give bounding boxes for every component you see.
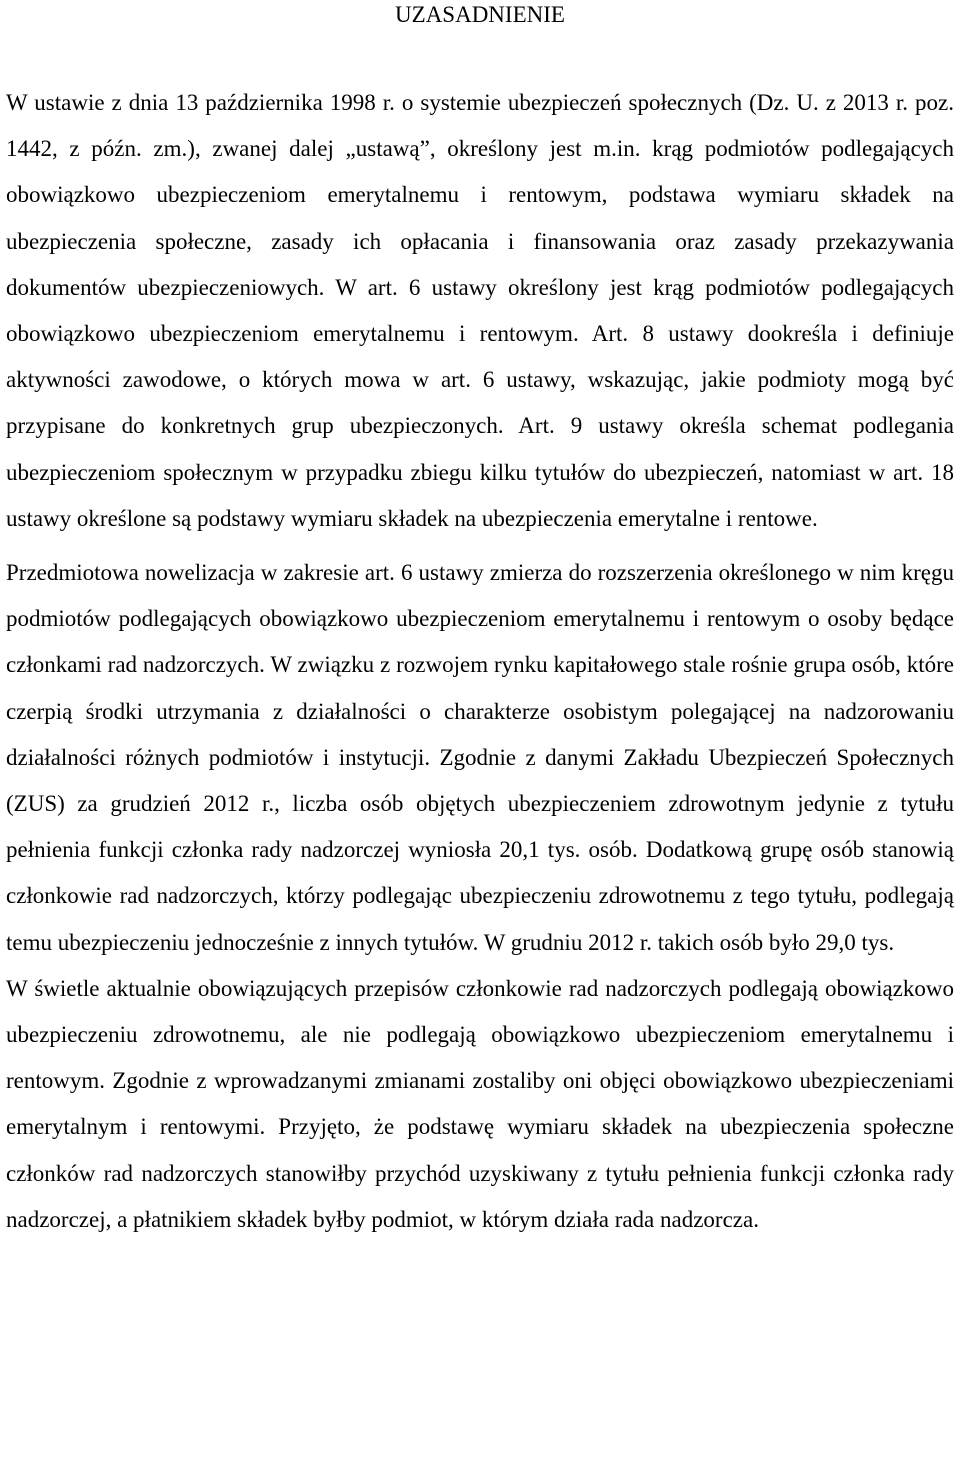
paragraph-3: W świetle aktualnie obowiązujących przepisów członkowie rad nadzorczych podlegają obowiązkowo ubezpieczeniu zdrowotnemu, ale nie podlegają obowiązkowo ubezpieczeniom emerytalnemu i rentowym. Zgodnie z wprowadzanymi zmianami zostaliby oni objęci obowiązkowo ubezpieczeniami emerytalnym i rentowymi. Przyjęto, że podstawę wymiaru składek na ubezpieczenia społeczne członków rad nadzorczych stanowiłby przychód uzyskiwany z tytułu pełnienia funkcji członka rady nadzorczej, a płatnikiem składek byłby podmiot, w którym działa rada nadzorcza. <box>6 975 954 1232</box>
paragraph-1: W ustawie z dnia 13 października 1998 r. o systemie ubezpieczeń społecznych (Dz. U. z 2013 r. poz. 1442, z późn. zm.), zwanej dalej „ustawą”, określony jest m.in. krąg podmiotów podlegających obowiązkowo ubezpieczeniom emerytalnemu i rentowym, podstawa wymiaru składek na ubezpieczenia społeczne, zasady ich opłacania i finansowania oraz zasady przekazywania dokumentów ubezpieczeniowych. W art. 6 ustawy określony jest krąg podmiotów podlegających obowiązkowo ubezpieczeniom emerytalnemu i rentowym. Art. 8 ustawy dookreśla i definiuje aktywności zawodowe, o których mowa w art. 6 ustawy, wskazując, jakie podmioty mogą być przypisane do konkretnych grup ubezpieczonych. Art. 9 ustawy określa schemat podlegania ubezpieczeniom społecznym w przypadku zbiegu kilku tytułów do ubezpieczeń, natomiast w art. 18 ustawy określone są podstawy wymiaru składek na ubezpieczenia emerytalne i rentowe. <box>6 90 954 531</box>
document-title: UZASADNIENIE <box>395 2 565 27</box>
paragraph-2: Przedmiotowa nowelizacja w zakresie art. 6 ustawy zmierza do rozszerzenia określonego w nim kręgu podmiotów podlegających obowiązkowo ubezpieczeniom emerytalnemu i rentowym o osoby będące członkami rad nadzorczych. W związku z rozwojem rynku kapitałowego stale rośnie grupa osób, które czerpią środki utrzymania z działalności o charakterze osobistym polegającej na nadzorowaniu działalności różnych podmiotów i instytucji. Zgodnie z danymi Zakładu Ubezpieczeń Społecznych (ZUS) za grudzień 2012 r., liczba osób objętych ubezpieczeniem zdrowotnym jedynie z tytułu pełnienia funkcji członka rady nadzorczej wyniosła 20,1 tys. osób. Dodatkową grupę osób stanowią członkowie rad nadzorczych, którzy podlegając ubezpieczeniu zdrowotnemu z tego tytułu, podlegają temu ubezpieczeniu jednocześnie z innych tytułów. W grudniu 2012 r. takich osób było 29,0 tys. <box>6 560 954 955</box>
document-page <box>6 0 954 1243</box>
